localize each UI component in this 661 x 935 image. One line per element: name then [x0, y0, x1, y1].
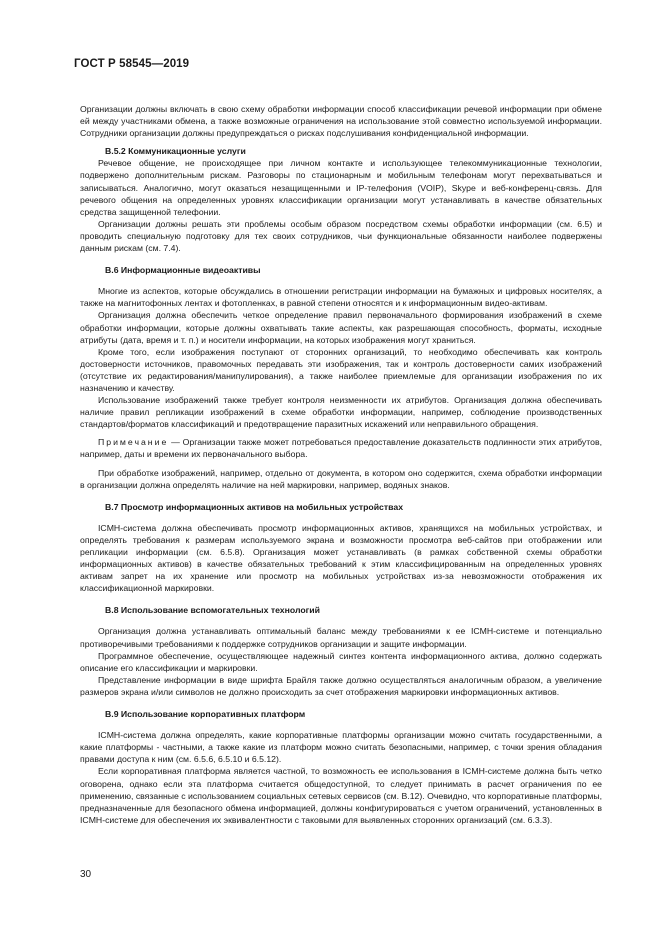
- section-heading-b9: В.9 Использование корпоративных платформ: [105, 709, 306, 720]
- note-paragraph: [80, 436, 602, 460]
- paragraph: Организация должна обеспечить четкое определение правил первоначального формирования изображений в схеме обработки информации, которые должны охватывать такие аспекты, как разрешающая способность, форматы, исходные атрибуты (дата, время и т. п.) и носители информации, на которых изображения могут храниться.: [80, 310, 602, 345]
- paragraph: Представление информации в виде шрифта Брайля также должно осуществляться аналогичным образом, а увеличение размеров экрана и/или символов не должно происходить за счет отображения маркировки информационных активов.: [80, 674, 602, 697]
- document-header: ГОСТ Р 58545—2019: [74, 58, 190, 70]
- paragraph: ICMH-система должна определять, какие корпоративные платформы организации можно считать государственными, а какие платформы - частными, а также какие из платформ можно считать безопасными, например, с точки зрения обладания правами доступа к ним (см. 6.5.6, 6.5.10 и 6.5.12).: [80, 730, 602, 765]
- paragraph: Многие из аспектов, которые обсуждались в отношении регистрации информации на бумажных и цифровых носителях, а также на магнитофонных лентах и фотопленках, в равной степени относятся и к информационным видео-активам.: [80, 286, 602, 309]
- paragraph: Кроме того, если изображения поступают от сторонних организаций, то необходимо обеспечивать как контроль достоверности источников, правомочных передавать эти изображения, так и контроль достоверности самих изображений (отсутствие их редактирования/манипулирования), а также наиболее приемлемые для организации изображения по их назначению и качеству.: [80, 346, 602, 393]
- paragraph: Организация должна устанавливать оптимальный баланс между требованиями к ее ICMH-системе и потенциально противоречивыми требованиями к поддержке сотрудников организации и защите информации.: [80, 626, 602, 649]
- note-label: Примечание: [98, 437, 169, 448]
- paragraph: ICMH-система должна обеспечивать просмотр информационных активов, хранящихся на мобильных устройствах, и определять требования к размерам используемого экрана и возможности просмотра веб-сайтов при отображении или репликации информации (см. 6.5.8). Организация может устанавливать (в рамках собственной схемы обработки информационных активов) в качестве обязательных требований к этим классифицированным на определенных уровнях активам запрет на их хранение или просмотр на мобильных устройствах из-за невозможности отображения их классификационной маркировки.: [80, 522, 602, 594]
- paragraph: Организации должны решать эти проблемы особым образом посредством схемы обработки информации (см. 6.5) и проводить специальную подготовку для тех своих сотрудников, чьи функциональные обязанности наиболее подвержены данным рискам (см. 7.4).: [80, 218, 602, 254]
- note-text: — Организации также может потребоваться предоставление доказательств подлинности этих атрибутов, например, даты и времени их первоначального выбора.: [80, 437, 602, 460]
- paragraph: При обработке изображений, например, отдельно от документа, в котором оно содержится, схема обработки информации в организации должна определять наличие на ней маркировки, например, водяных знаков.: [80, 467, 602, 490]
- section-heading-b52: В.5.2 Коммуникационные услуги: [105, 146, 246, 157]
- paragraph: Программное обеспечение, осуществляющее надежный синтез контента информационного актива, должно содержать описание его классификации и маркировки.: [80, 650, 602, 673]
- paragraph: Речевое общение, не происходящее при личном контакте и использующее телекоммуникационные технологии, подвержено дополнительным рискам. Разговоры по стационарным и мобильным телефонам могут перехватываться и записываться. Аналогично, могут оказаться незащищенными и IP-телефония (VOIP), Skype и веб-конференц-связь. Для речевого общения на определенных уровнях классификации организации могут устанавливать в качестве обязательных средства защищенной телефонии.: [80, 158, 602, 217]
- paragraph: Использование изображений также требует контроля неизменности их атрибутов. Организация должна обеспечивать наличие правил репликации изображений в схеме обработки информации, например, соблюдение производственных стандартов/форматов классификаций и предотвращение паразитных искажений или неправильного обращения.: [80, 395, 602, 430]
- section-heading-b8: В.8 Использование вспомогательных технологий: [105, 605, 320, 616]
- paragraph: Если корпоративная платформа является частной, то возможность ее использования в ICMH-системе должна быть четко оговорена, однако если эта платформа считается общедоступной, то следует принимать в расчет ограничения по ее применению, связанные с использованием социальных сетевых сервисов (см. В.12). Очевидно, что корпоративные платформы, предназначенные для безопасного обмена информацией, должны конфигурироваться с учетом ограничений, установленных в ICMH-системе для обеспечения их эквивалентности с таковыми для выявленных сторонних организаций (см. 6.3.3).: [80, 766, 602, 825]
- section-heading-b6: В.6 Информационные видеоактивы: [105, 265, 261, 276]
- paragraph: Организации должны включать в свою схему обработки информации способ классификации речевой информации при обмене ей между участниками обмена, а также возможные ограничения на использование этой совместно используемой информации. Сотрудники организации должны предупреждаться о рисках подслушивания конфиденциальной информации.: [80, 104, 602, 139]
- page-number: 30: [80, 869, 92, 880]
- page-content: [80, 103, 602, 826]
- section-heading-b7: В.7 Просмотр информационных активов на мобильных устройствах: [105, 501, 404, 512]
